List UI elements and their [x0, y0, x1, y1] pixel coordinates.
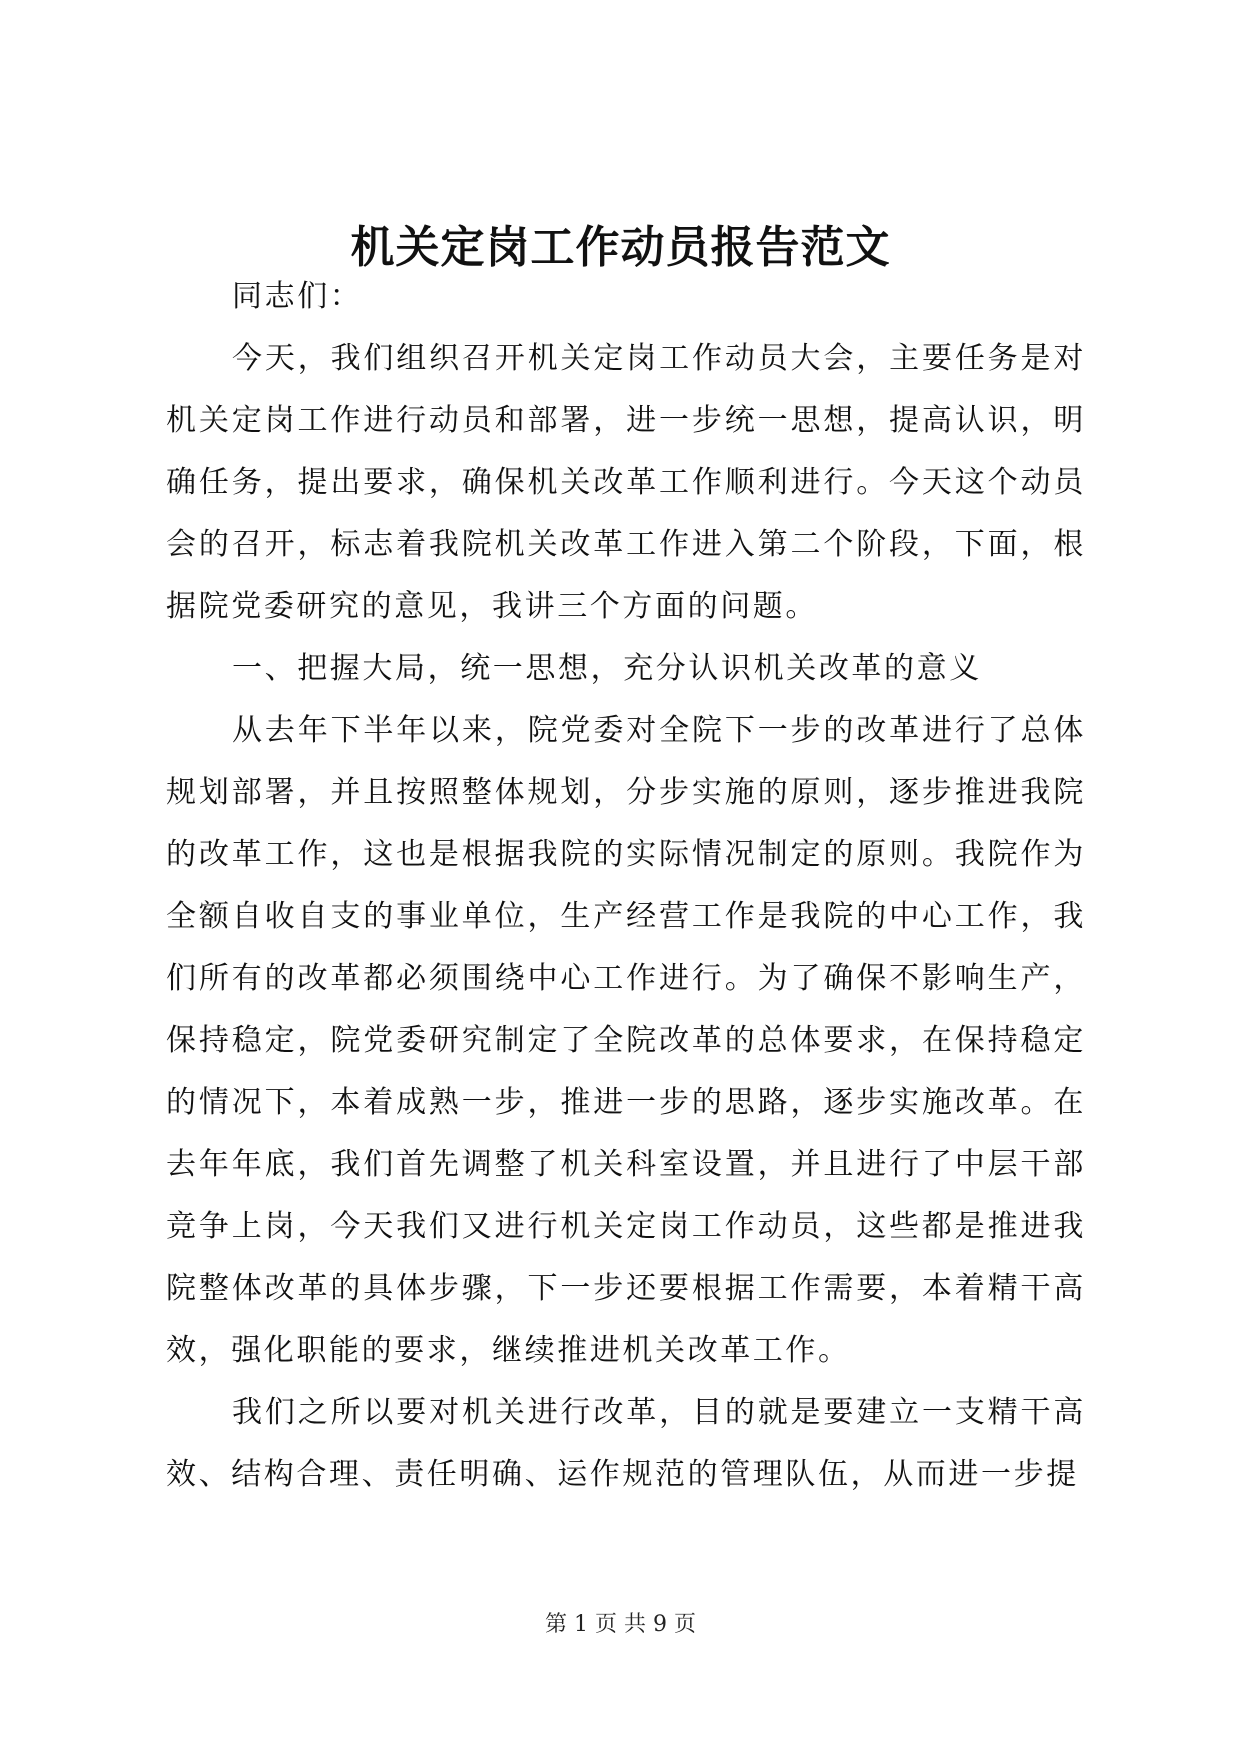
- body-paragraph: 从去年下半年以来，院党委对全院下一步的改革进行了总体规划部署，并且按照整体规划，分步实施的原则，逐步推进我院的改革工作，这也是根据我院的实际情况制定的原则。我院作为全额自收自支的事业单位，生产经营工作是我院的中心工作，我们所有的改革都必须围绕中心工作进行。为了确保不影响生产，保持稳定，院党委研究制定了全院改革的总体要求，在保持稳定的情况下，本着成熟一步，推进一步的思路，逐步实施改革。在去年年底，我们首先调整了机关科室设置，并且进行了中层干部竞争上岗，今天我们又进行机关定岗工作动员，这些都是推进我院整体改革的具体步骤，下一步还要根据工作需要，本着精干高效，强化职能的要求，继续推进机关改革工作。: [166, 713, 1086, 1368]
- salutation-paragraph: 同志们：: [232, 279, 363, 314]
- body-paragraph: 我们之所以要对机关进行改革，目的就是要建立一支精干高效、结构合理、责任明确、运作规范的管理队伍，从而进一步提: [166, 1395, 1086, 1492]
- page-footer: 第 1 页 共 9 页: [545, 1612, 696, 1637]
- document-body: [166, 266, 1086, 1506]
- document-title: 机关定岗工作动员报告范文: [350, 222, 891, 273]
- section-heading: 一、把握大局，统一思想，充分认识机关改革的意义: [232, 651, 982, 686]
- body-paragraph: 今天，我们组织召开机关定岗工作动员大会，主要任务是对机关定岗工作进行动员和部署，进一步统一思想，提高认识，明确任务，提出要求，确保机关改革工作顺利进行。今天这个动员会的召开，标志着我院机关改革工作进入第二个阶段，下面，根据院党委研究的意见，我讲三个方面的问题。: [166, 341, 1086, 624]
